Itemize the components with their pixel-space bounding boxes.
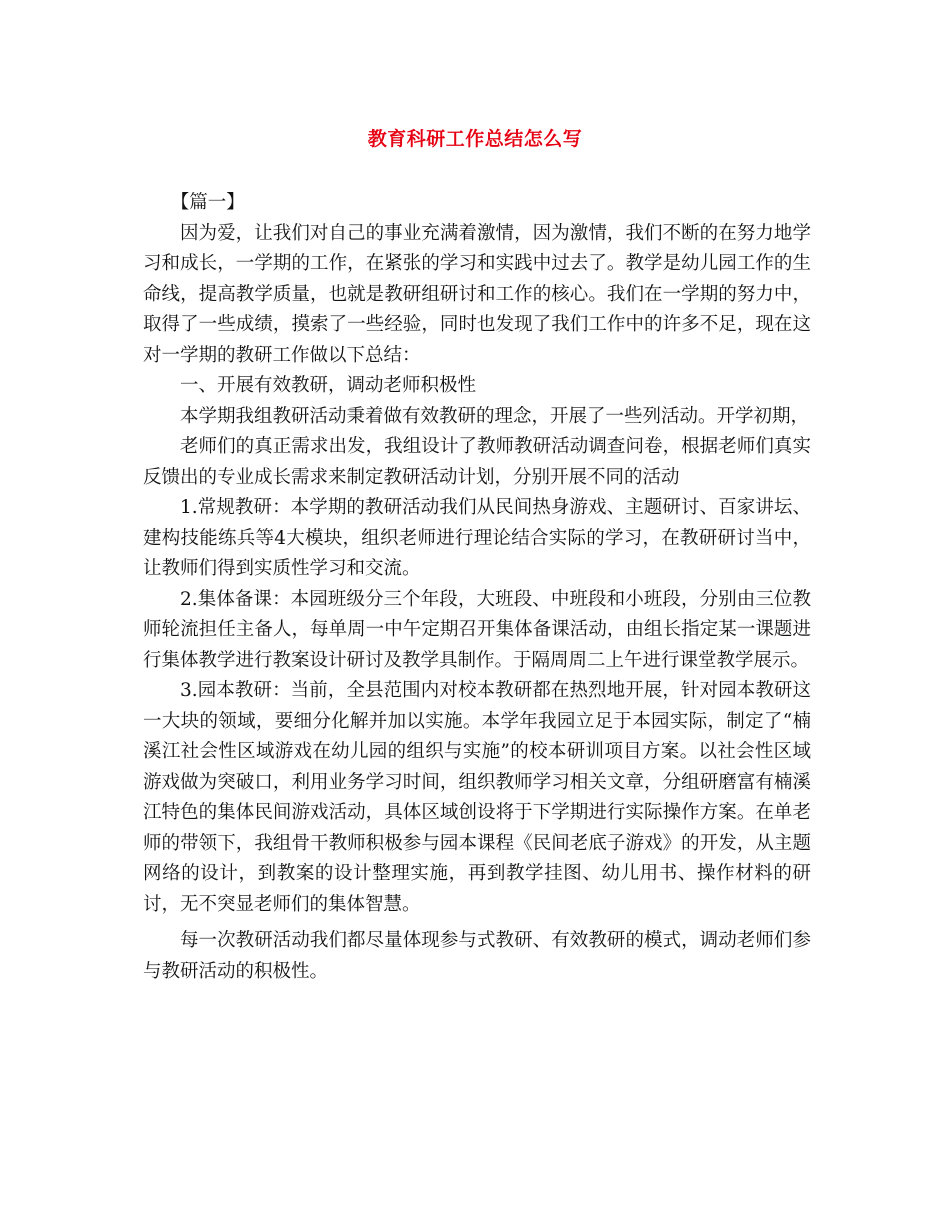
section-label: 【篇一】 <box>170 192 245 213</box>
paragraph-semester-activities: 本学期我组教研活动秉着做有效教研的理念，开展了一些列活动。开学初期， <box>180 405 810 427</box>
paragraph-closing: 每一次教研活动我们都尽量体现参与式教研、有效教研的模式，调动老师们参与教研活动的积极性。 <box>143 930 811 982</box>
paragraph-school-based-research: 3.园本教研：当前，全县范围内对校本教研都在热烈地开展，针对园本教研这一大块的领域，要细分化解并加以实施。本学年我园立足于本园实际，制定了“楠溪江社会性区域游戏在幼儿园的组织与实施”的校本研训项目方案。以社会性区域游戏做为突破口，利用业务学习时间，组织教师学习相关文章，分组研磨富有楠溪江特色的集体民间游戏活动，具体区域创设将于下学期进行实际操作方案。在单老师的带领下，我组骨干教师积极参与园本课程《民间老底子游戏》的开发，从主题网络的设计，到教案的设计整理实施，再到教学挂图、幼儿用书、操作材料的研讨，无不突显老师们的集体智慧。 <box>143 680 811 915</box>
paragraph-collective-lesson-prep: 2.集体备课：本园班级分三个年段，大班段、中班段和小班段，分别由三位教师轮流担任主备人，每单周一中午定期召开集体备课活动，由组长指定某一课题进行集体教学进行教案设计研讨及教学具制作。于隔周周二上午进行课堂教学展示。 <box>143 588 811 671</box>
document-body <box>143 188 811 987</box>
paragraph-routine-research: 1.常规教研：本学期的教研活动我们从民间热身游戏、主题研讨、百家讲坛、建构技能练兵等4大模块，组织老师进行理论结合实际的学习，在教研研讨当中，让教师们得到实质性学习和交流。 <box>143 497 811 579</box>
subheading-effective-research: 一、开展有效教研，调动老师积极性 <box>180 375 477 396</box>
document-title: 教育科研工作总结怎么写 <box>367 128 583 150</box>
paragraph-teacher-needs: 老师们的真正需求出发，我组设计了教师教研活动调查问卷，根据老师们真实反馈出的专业成长需求来制定教研活动计划，分别开展不同的活动 <box>143 436 811 488</box>
paragraph-intro: 因为爱，让我们对自己的事业充满着激情，因为激情，我们不断的在努力地学习和成长，一学期的工作，在紧张的学习和实践中过去了。教学是幼儿园工作的生命线，提高教学质量，也就是教研组研讨和工作的核心。我们在一学期的努力中，取得了一些成绩，摸索了一些经验，同时也发现了我们工作中的许多不足，现在这对一学期的教研工作做以下总结： <box>143 222 811 366</box>
